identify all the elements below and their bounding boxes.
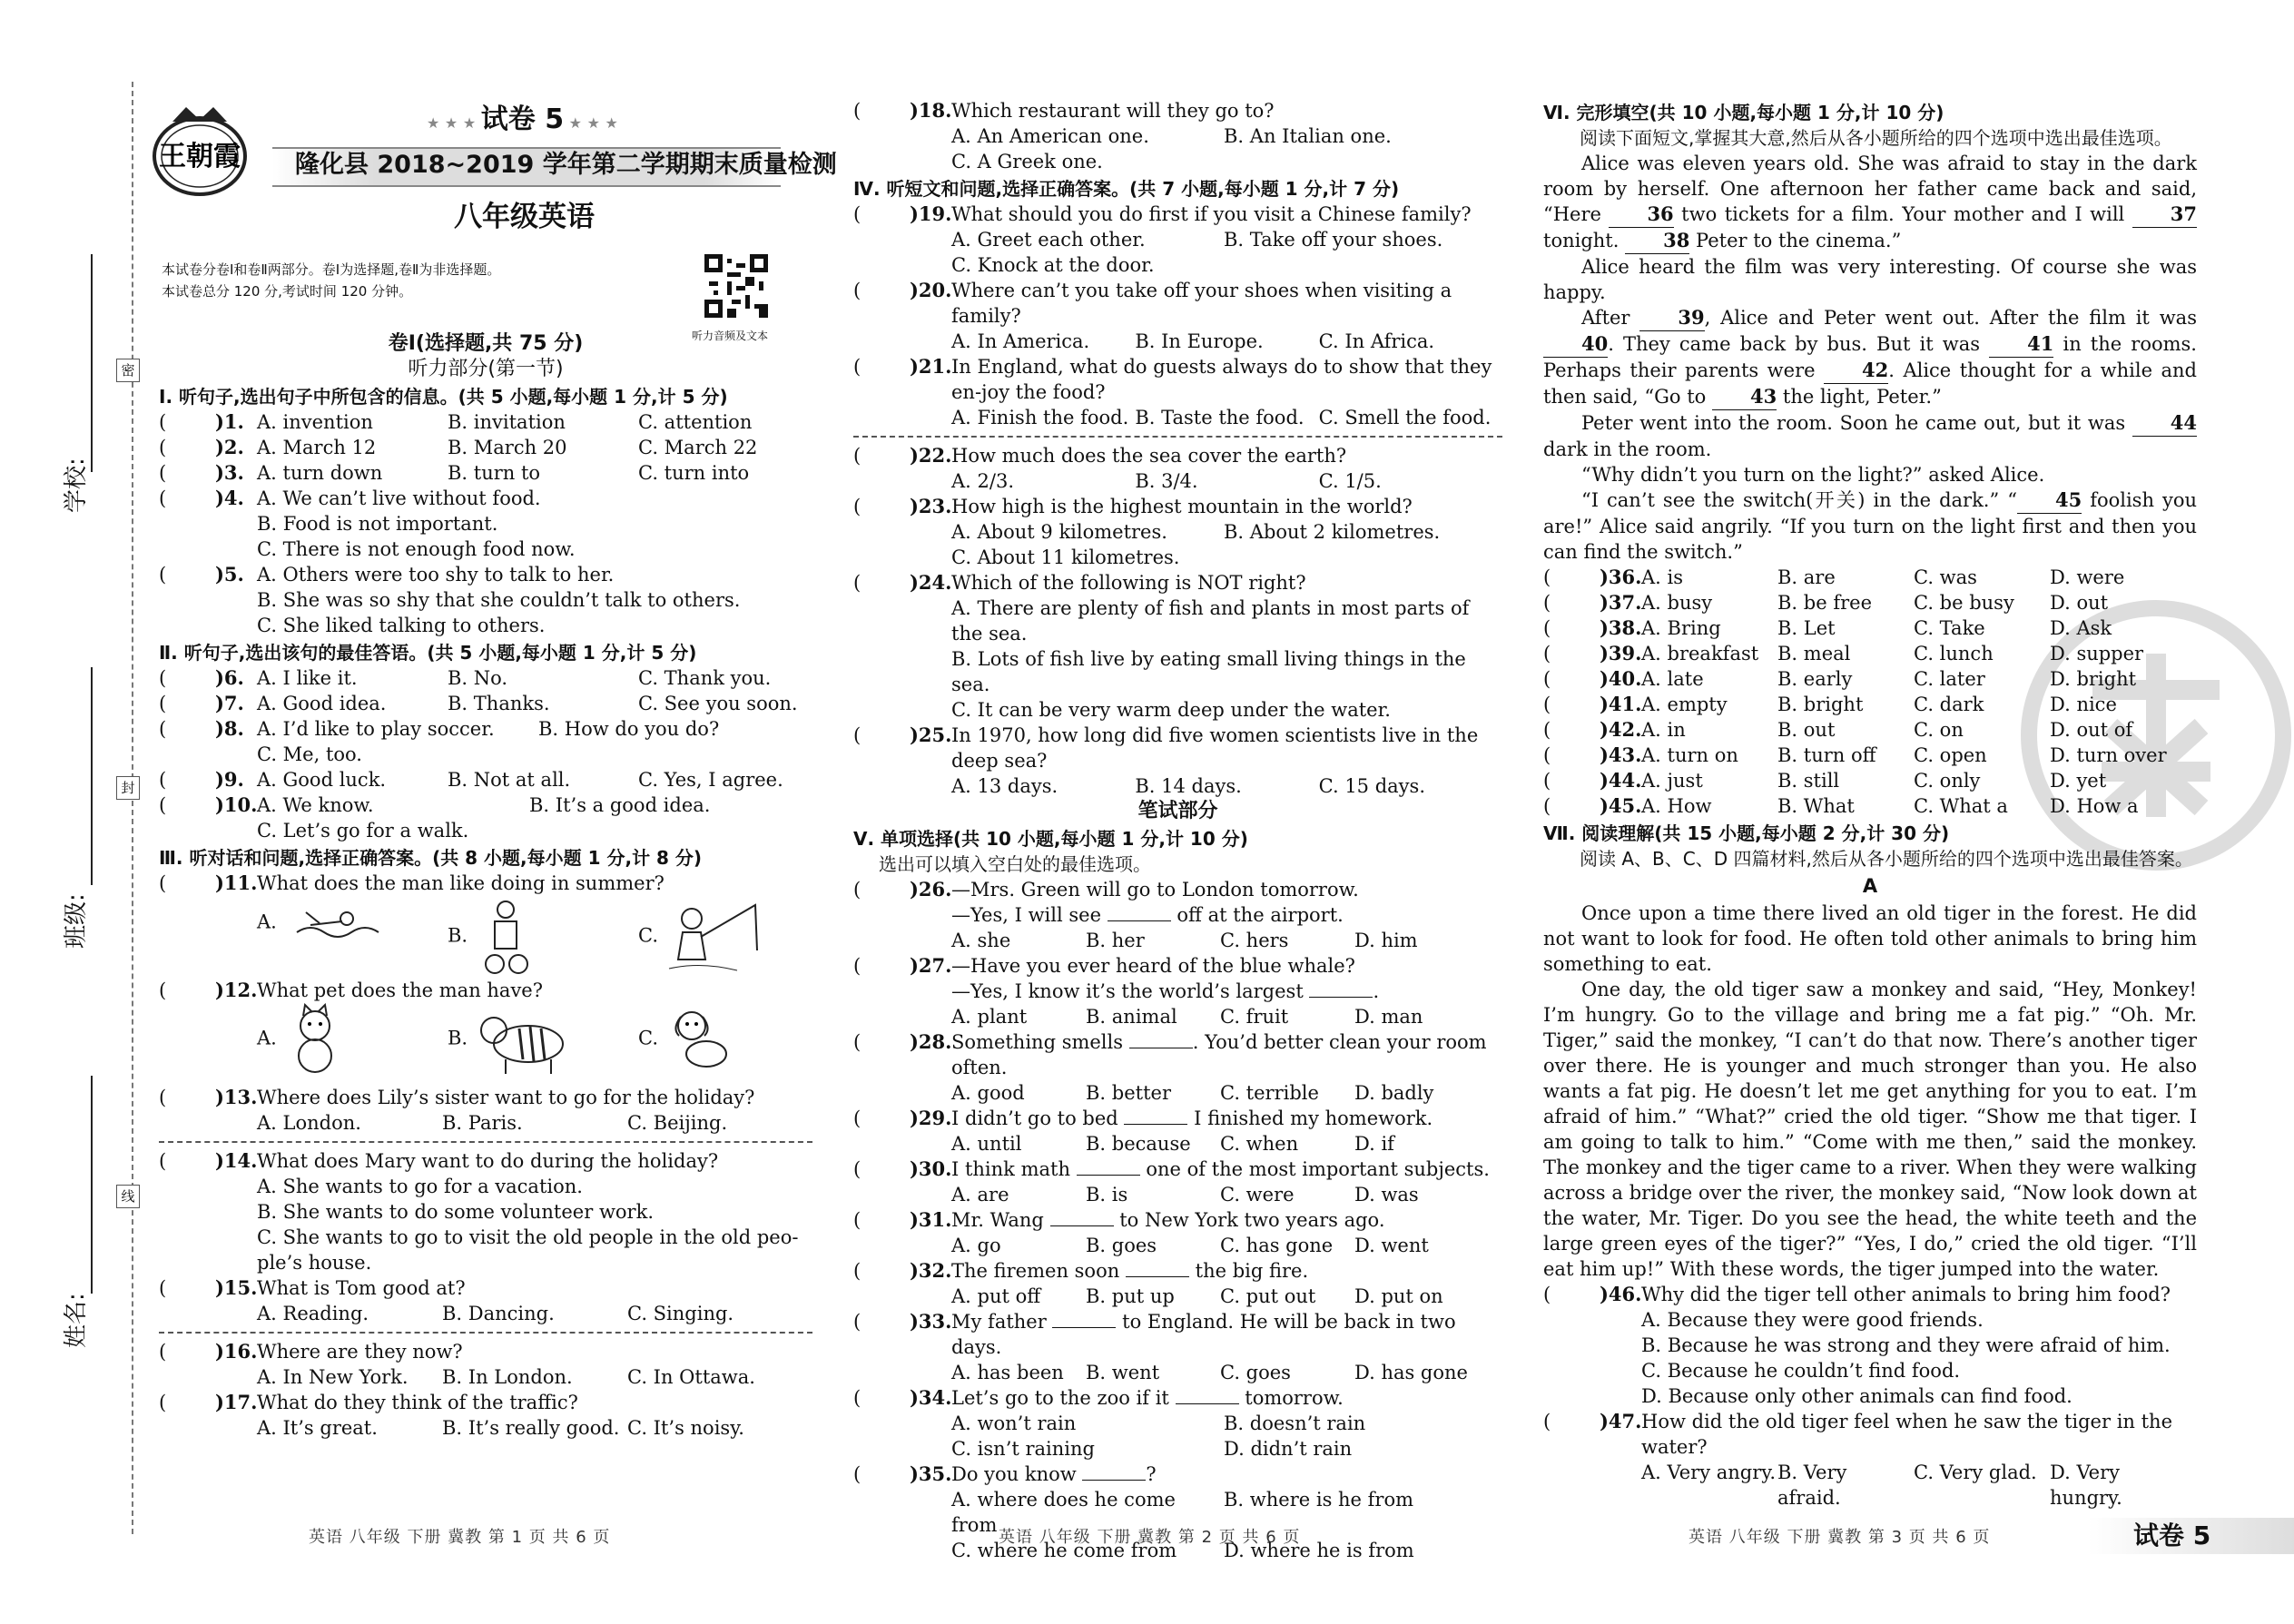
q5-option-b: B. She was so shy that she couldn’t talk to others.	[257, 589, 741, 611]
question-34: ( )34. Let’s go to the zoo if it tomorrow.	[853, 1386, 1344, 1409]
name-label: 姓名:	[63, 1293, 90, 1348]
school-label: 学校:	[63, 458, 90, 513]
question-30: ( )30. I think math one of the most important subjects.	[853, 1157, 1490, 1180]
question-40: ( )40. A. late B. early C. later D. bright	[1543, 667, 2137, 690]
question-7: ( )7. A. Good idea. B. Thanks. C. See you soon.	[159, 692, 798, 714]
section-4-title: Ⅳ. 听短文和问题,选择正确答案。(共 7 小题,每小题 1 分,计 7 分)	[853, 178, 1400, 200]
question-37: ( )37. A. busy B. be free C. be busy D. out	[1543, 591, 2109, 614]
question-6: ( )6. A. I like it. B. No. C. Thank you.	[159, 666, 772, 689]
question-18: ( )18. Which restaurant will they go to?	[853, 99, 1275, 122]
question-45: ( )45. A. How B. What C. What a D. How a	[1543, 794, 2139, 817]
q14-option-b: B. She wants to do some volunteer work.	[257, 1201, 655, 1223]
question-25: ( )25. In 1970, how long did five women scientists live in the deep sea?	[853, 723, 1479, 772]
page-2-column	[853, 98, 1502, 1563]
q27-options: A. plant B. animal C. fruit D. man	[951, 1006, 1423, 1028]
question-5: ( )5. A. Others were too shy to talk to her.	[159, 563, 615, 586]
question-44: ( )44. A. just B. still C. only D. yet	[1543, 769, 2107, 792]
question-33: ( )33. My father to England. He will be back in two days.	[853, 1310, 1456, 1358]
question-16: ( )16. Where are they now?	[159, 1340, 463, 1363]
q29-options: A. until B. because C. when D. if	[951, 1133, 1394, 1155]
section-6-subtitle: 阅读下面短文,掌握其大意,然后从各小题所给的四个选项中选出最佳选项。	[1580, 127, 2172, 149]
passage-a-paragraph-2: One day, the old tiger saw a monkey and said, “Hey, Monkey! I’m hungry. Go to the village and bring me a fat pig.” “Oh. Mr. Tiger,” said the monkey, “I can’t do that now. There’s another tiger over there. He is younger and much stronger than you. He also wants a fat pig. He doesn’t let me get anything for you to eat. I’m afraid of him.” “What?” cried the old tiger. “Show me that tiger. I am going to talk to him.” “Come with me then,” said the monkey. The monkey and the tiger came to a river. When they were walking across a bridge over the river, the monkey said, “Now look down at the water, Mr. Tiger. Do you see the head, the white teeth and the large green eyes of the tiger?” “Yes, I do,” cried the old tiger. “I’ll eat him up!” With these words, the tiger jumped into the water.	[1543, 979, 2197, 1280]
divider	[853, 436, 1502, 438]
fishing-picture	[665, 896, 764, 978]
question-29: ( )29. I didn’t go to bed I finished my homework.	[853, 1107, 1433, 1129]
q8-option-c: C. Me, too.	[257, 743, 362, 765]
answer-blank[interactable]	[1082, 1480, 1146, 1481]
page-1-footer: 英语 八年级 下册 冀教 第 1 页 共 6 页	[309, 1528, 611, 1547]
cycling-picture	[474, 896, 537, 978]
seal-char-2: 封	[116, 776, 140, 800]
question-41: ( )41. A. empty B. bright C. dark D. nice	[1543, 693, 2117, 715]
badge-title: ★ ★ ★ 试卷 5 ★ ★ ★	[427, 103, 618, 135]
divider	[159, 1332, 812, 1334]
section-1-title: Ⅰ. 听句子,选出句子中所包含的信息。(共 5 小题,每小题 1 分,计 5 分)	[159, 386, 728, 408]
subject-title: 八年级英语	[454, 201, 595, 233]
q19-options: A. Greet each other. B. Take off your shoes.	[951, 229, 1443, 251]
q23-option-c: C. About 11 kilometres.	[951, 546, 1180, 568]
q18-options: A. An American one. B. An Italian one.	[951, 125, 1392, 147]
section-7-title: Ⅶ. 阅读理解(共 15 小题,每小题 2 分,计 30 分)	[1543, 822, 1950, 844]
question-1: ( )1. A. invention B. invitation C. attention	[159, 410, 753, 433]
q27-line-2: —Yes, I know it’s the world’s largest .	[951, 980, 1380, 1002]
section-3-title: Ⅲ. 听对话和问题,选择正确答案。(共 8 小题,每小题 1 分,计 8 分)	[159, 847, 703, 869]
q28-options: A. good B. better C. terrible D. badly	[951, 1082, 1434, 1104]
q31-options: A. go B. goes C. has gone D. went	[951, 1235, 1429, 1256]
section-7-subtitle: 阅读 A、B、C、D 四篇材料,然后从各小题所给的四个选项中选出最佳答案。	[1580, 848, 2193, 870]
q12-pictures: A. B. C.	[159, 1003, 812, 1085]
question-13: ( )13. Where does Lily’s sister want to go for the holiday?	[159, 1086, 755, 1108]
qr-code[interactable]	[704, 254, 768, 318]
question-10: ( )10. A. We know. B. It’s a good idea.	[159, 793, 711, 816]
answer-blank[interactable]	[1124, 1124, 1187, 1125]
question-28: ( )28. Something smells . You’d better clean your room often.	[853, 1030, 1487, 1078]
question-15: ( )15. What is Tom good at?	[159, 1276, 466, 1299]
qr-caption: 听力音频及文本	[692, 330, 769, 342]
answer-blank[interactable]	[1176, 1403, 1239, 1404]
q46-option-b: B. Because he was strong and they were afraid of him.	[1641, 1334, 2171, 1356]
page-3-column	[1543, 98, 2197, 1511]
listening-title: 听力部分(第一节)	[408, 358, 564, 380]
q17-options: A. It’s great. B. It’s really good. C. It’s noisy.	[257, 1417, 744, 1439]
passage-label: A	[1862, 875, 1878, 897]
name-field[interactable]	[91, 1076, 93, 1294]
answer-blank[interactable]	[1126, 1276, 1189, 1277]
section-6-title: Ⅵ. 完形填空(共 10 小题,每小题 1 分,计 10 分)	[1543, 102, 1944, 123]
q20-options: A. In America. B. In Europe. C. In Africa.	[951, 330, 1435, 352]
q13-options: A. London. B. Paris. C. Beijing.	[257, 1112, 728, 1134]
page-3-footer: 英语 八年级 下册 冀教 第 3 页 共 6 页	[1689, 1528, 1991, 1547]
school-field[interactable]	[91, 254, 93, 472]
question-9: ( )9. A. Good luck. B. Not at all. C. Yes, I agree.	[159, 768, 783, 791]
written-part-title: 笔试部分	[1137, 800, 1218, 822]
binding-dashed-line	[132, 82, 133, 1534]
question-19: ( )19. What should you do first if you visit a Chinese family?	[853, 202, 1472, 225]
tiger-picture	[474, 1003, 574, 1076]
page-1-column	[159, 331, 812, 1441]
answer-blank[interactable]	[1108, 920, 1171, 921]
q35-options-2: C. where he come from D. where he is from	[951, 1540, 1414, 1561]
exam-title: 隆化县 2018~2019 学年第二学期期末质量检测	[295, 151, 837, 179]
q33-options: A. has been B. went C. goes D. has gone	[951, 1362, 1468, 1383]
q47-options: A. Very angry. B. Very afraid. C. Very glad. D. Very hungry.	[1641, 1462, 2122, 1509]
q5-option-c: C. She liked talking to others.	[257, 615, 546, 636]
cloze-paragraph-2: Alice heard the film was very interesting. Of course she was happy.	[1543, 256, 2197, 303]
q30-options: A. are B. is C. were D. was	[951, 1184, 1419, 1206]
question-27: ( )27. —Have you ever heard of the blue whale?	[853, 954, 1355, 977]
section-2-title: Ⅱ. 听句子,选出该句的最佳答语。(共 5 小题,每小题 1 分,计 5 分)	[159, 642, 697, 664]
question-2: ( )2. A. March 12 B. March 20 C. March 22	[159, 436, 758, 458]
section-5-subtitle: 选出可以填入空白处的最佳选项。	[879, 853, 1151, 875]
cloze-paragraph-6: “I can’t see the switch(开关) in the dark.” “ 45 foolish you are!” Alice said angrily. “If you turn on the light first and then you can find the switch.”	[1543, 488, 2198, 563]
q32-options: A. put off B. put up C. put out D. put on	[951, 1285, 1443, 1307]
answer-blank[interactable]	[1077, 1175, 1140, 1176]
q4-option-c: C. There is not enough food now.	[257, 538, 576, 560]
question-4: ( )4. A. We can’t live without food.	[159, 487, 541, 509]
answer-blank[interactable]	[1052, 1327, 1116, 1328]
q21-options: A. Finish the food. B. Taste the food. C. Smell the food.	[951, 407, 1492, 428]
question-14: ( )14. What does Mary want to do during the holiday?	[159, 1149, 719, 1172]
q46-option-d: D. Because only other animals can find food.	[1641, 1385, 2072, 1407]
seal-char-3: 线	[116, 1185, 140, 1208]
question-23: ( )23. How high is the highest mountain in the world?	[853, 495, 1413, 517]
question-21: ( )21. In England, what do guests always do to show that they en-joy the food?	[853, 355, 1492, 403]
q14-option-a: A. She wants to go for a vacation.	[257, 1176, 583, 1197]
answer-blank[interactable]	[1309, 997, 1373, 998]
cloze-paragraph-4: Peter went into the room. Soon he came out, but it was 44 dark in the room.	[1543, 411, 2197, 460]
section-5-title: Ⅴ. 单项选择(共 10 小题,每小题 1 分,计 10 分)	[853, 828, 1248, 850]
divider	[159, 1141, 812, 1143]
cloze-paragraph-3: After 39, Alice and Peter went out. After the film it was 40. They came back by bus. But it was 41 in the rooms. Perhaps their parents were 42. Alice thought for a while and then said, “Go to 43 the light, Peter.”	[1543, 305, 2197, 410]
q26-options: A. she B. her C. hers D. him	[951, 930, 1418, 951]
answer-blank[interactable]	[1050, 1225, 1114, 1226]
class-field[interactable]	[91, 667, 93, 885]
passage-a-paragraph-1: Once upon a time there lived an old tiger in the forest. He did not want to look for food. He often told other animals to bring him something to eat.	[1543, 902, 2197, 975]
q46-option-a: A. Because they were good friends.	[1641, 1309, 1984, 1331]
page-2-footer: 英语 八年级 下册 冀教 第 2 页 共 6 页	[999, 1528, 1301, 1547]
q18-option-c: C. A Greek one.	[951, 151, 1103, 172]
q14-option-c: C. She wants to go to visit the old people in the old peo-ple’s house.	[257, 1226, 799, 1274]
question-26: ( )26. —Mrs. Green will go to London tomorrow.	[853, 878, 1359, 901]
q15-options: A. Reading. B. Dancing. C. Singing.	[257, 1303, 734, 1324]
cloze-paragraph-5: “Why didn’t you turn on the light?” asked Alice.	[1581, 464, 2045, 486]
intro-line-1: 本试卷分卷Ⅰ和卷Ⅱ两部分。卷Ⅰ为选择题,卷Ⅱ为非选择题。	[162, 261, 501, 278]
question-11: ( )11. What does the man like doing in summer?	[159, 871, 665, 894]
q34-options-1: A. won’t rain B. doesn’t rain	[951, 1412, 1366, 1434]
question-24: ( )24. Which of the following is NOT right?	[853, 571, 1306, 594]
q10-option-c: C. Let’s go for a walk.	[257, 820, 469, 842]
corner-badge: 试卷 5	[2088, 1518, 2294, 1554]
question-20: ( )20. Where can’t you take off your shoes when visiting a family?	[853, 279, 1452, 327]
q35-options-1: A. where does he come from B. where is he from	[951, 1489, 1414, 1536]
q4-option-b: B. Food is not important.	[257, 513, 498, 535]
question-17: ( )17. What do they think of the traffic?	[159, 1391, 578, 1413]
question-22: ( )22. How much does the sea cover the earth?	[853, 444, 1347, 467]
part-1-title: 卷Ⅰ(选择题,共 75 分)	[388, 332, 584, 355]
q25-options: A. 13 days. B. 14 days. C. 15 days.	[951, 775, 1426, 797]
dog-picture	[665, 1003, 737, 1076]
question-38: ( )38. A. Bring B. Let C. Take D. Ask	[1543, 616, 2112, 639]
q46-option-c: C. Because he couldn’t find food.	[1641, 1360, 1961, 1382]
question-35: ( )35. Do you know ?	[853, 1462, 1157, 1485]
q26-line-2: —Yes, I will see off at the airport.	[951, 904, 1344, 926]
cat-picture	[283, 1003, 347, 1076]
class-label: 班级:	[63, 893, 90, 949]
q34-options-2: C. isn’t raining D. didn’t rain	[951, 1438, 1353, 1460]
question-43: ( )43. A. turn on B. turn off C. open D. turn over	[1543, 743, 2167, 766]
q23-options: A. About 9 kilometres. B. About 2 kilometres.	[951, 521, 1441, 543]
brand-logo	[145, 100, 254, 200]
q22-options: A. 2/3. B. 3/4. C. 1/5.	[951, 470, 1382, 492]
cloze-paragraph-1: Alice was eleven years old. She was afraid to stay in the dark room by herself. One afternoon her father came back and said, “Here 36 two tickets for a film. Your mother and I will 37 tonight. 38 Peter to the cinema.”	[1543, 151, 2197, 254]
question-31: ( )31. Mr. Wang to New York two years ago.	[853, 1208, 1385, 1231]
q19-option-c: C. Knock at the door.	[951, 254, 1155, 276]
q24-option-a: A. There are plenty of fish and plants in most parts of the sea.	[951, 597, 1470, 645]
question-8: ( )8. A. I’d like to play soccer. B. How do you do?	[159, 717, 720, 740]
q11-pictures: A. B. C.	[159, 896, 812, 978]
svg-text:王朝霞: 王朝霞	[159, 141, 241, 172]
q24-option-b: B. Lots of fish live by eating small living things in the sea.	[951, 648, 1466, 695]
q24-option-c: C. It can be very warm deep under the water.	[951, 699, 1391, 721]
seal-char-1: 密	[116, 359, 140, 382]
question-3: ( )3. A. turn down B. turn to C. turn into	[159, 461, 750, 484]
intro-line-2: 本试卷总分 120 分,考试时间 120 分钟。	[162, 283, 413, 300]
question-32: ( )32. The firemen soon the big fire.	[853, 1259, 1309, 1282]
question-39: ( )39. A. breakfast B. meal C. lunch D. supper	[1543, 642, 2144, 664]
question-47: ( )47. How did the old tiger feel when he saw the tiger in the water?	[1543, 1410, 2173, 1458]
q16-options: A. In New York. B. In London. C. In Ottawa.	[257, 1366, 755, 1388]
question-42: ( )42. A. in B. out C. on D. out of	[1543, 718, 2133, 741]
question-46: ( )46. Why did the tiger tell other animals to bring him food?	[1543, 1283, 2171, 1305]
question-36: ( )36. A. is B. are C. was D. were	[1543, 566, 2125, 588]
question-12: ( )12. What pet does the man have?	[159, 979, 543, 1001]
swimming-picture	[283, 896, 383, 950]
